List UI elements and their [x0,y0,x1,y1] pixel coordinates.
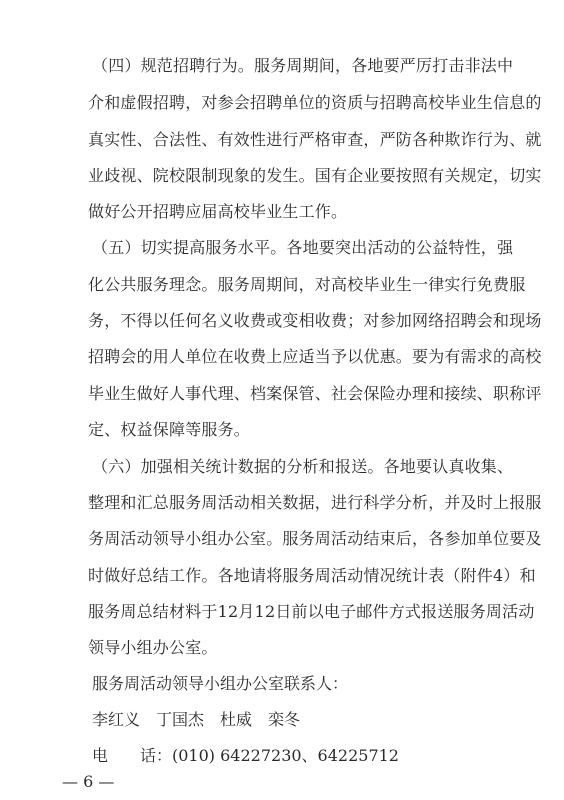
section5-line-6: 定、权益保障等服务。 [88,420,251,439]
section4-line-3: 真实性、合法性、有效性进行严格审查，严防各种欺诈行为、就 [88,130,542,149]
contact-phone: 电 话：(010) 64227230、64225712 [92,746,399,765]
section5-line-5: 毕业生做好人事代理、档案保管、社会保险办理和接续、职称评 [88,384,542,403]
contact-heading: 服务周活动领导小组办公室联系人： [92,674,349,693]
section4-line-1: （四）规范招聘行为。服务周期间，各地要严厉打击非法中 [92,56,514,75]
section5-line-1: （五）切实提高服务水平。各地要突出活动的公益特性，强 [92,238,514,257]
section4-line-4: 业歧视、院校限制现象的发生。国有企业要按照有关规定，切实 [88,166,542,185]
section5-line-3: 务，不得以任何名义收费或变相收费；对参加网络招聘会和现场 [88,311,542,330]
contact-names: 李红义 丁国杰 杜威 栾冬 [92,710,301,729]
section5-line-2: 化公共服务理念。服务周期间，对高校毕业生一律实行免费服 [88,275,526,294]
section6-line-1: （六）加强相关统计数据的分析和报送。各地要认真收集、 [92,457,514,476]
page-number: — 6 — [62,772,115,791]
section6-line-6: 领导小组办公室。 [88,638,218,657]
section6-line-3: 务周活动领导小组办公室。服务周活动结束后，各参加单位要及 [88,529,542,548]
section4-line-5: 做好公开招聘应届高校毕业生工作。 [88,202,348,221]
section6-line-5: 服务周总结材料于12月12日前以电子邮件方式报送服务周活动 [88,602,535,621]
section5-line-4: 招聘会的用人单位在收费上应适当予以优惠。要为有需求的高校 [88,347,542,366]
section6-line-4: 时做好总结工作。各地请将服务周活动情况统计表（附件4）和 [88,566,536,585]
section4-line-2: 介和虚假招聘，对参会招聘单位的资质与招聘高校毕业生信息的 [88,93,542,112]
section6-line-2: 整理和汇总服务周活动相关数据，进行科学分析，并及时上报服 [88,493,542,512]
